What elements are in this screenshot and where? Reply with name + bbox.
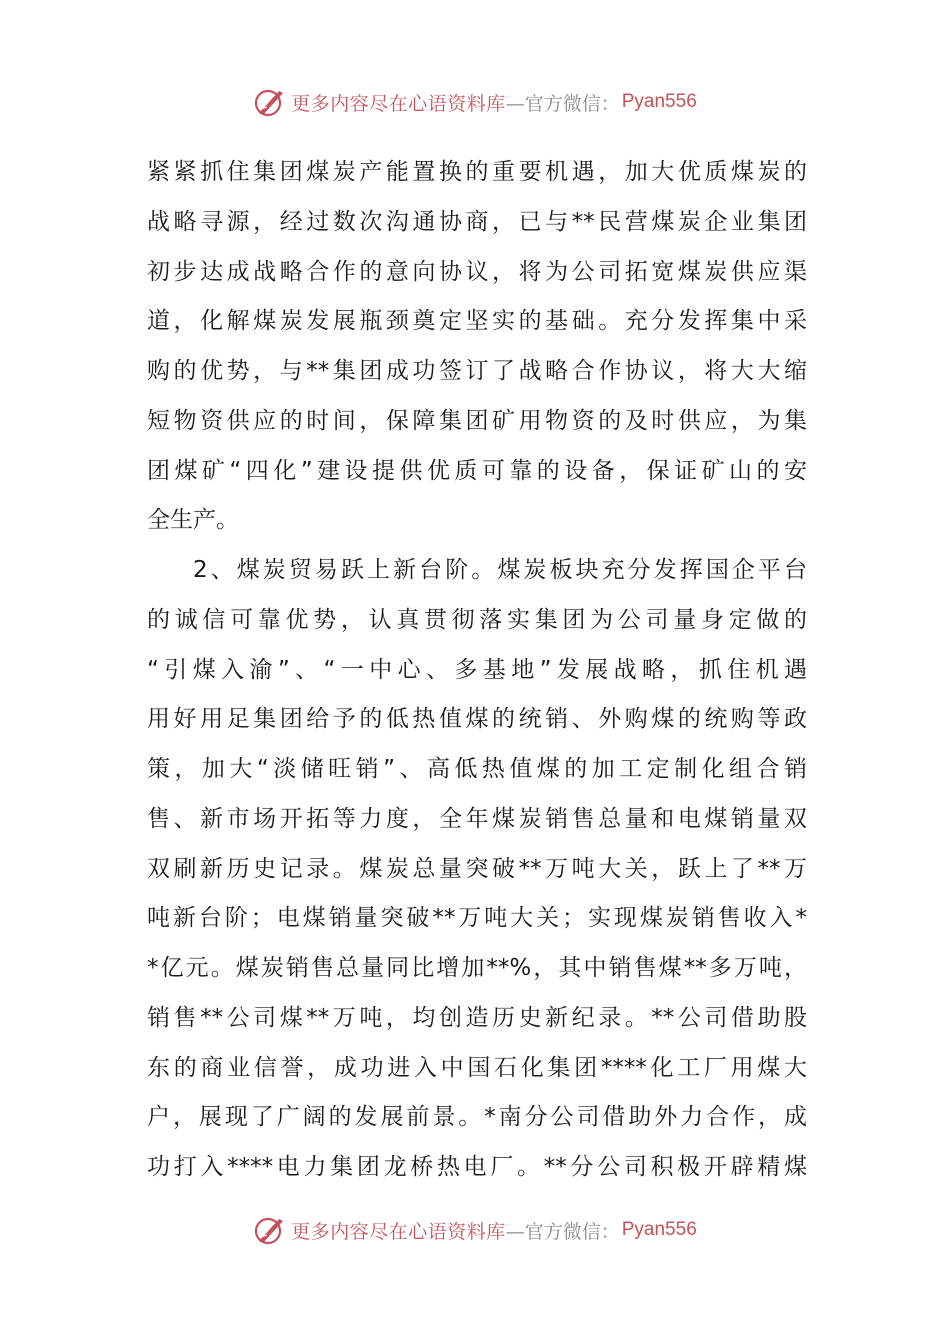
- text-line: 售、新市场开拓等力度，全年煤炭销售总量和电煤销量双: [147, 805, 807, 832]
- text-line: 销售**公司煤**万吨，均创造历史新纪录。**公司借助股: [147, 1004, 807, 1031]
- text-line: *亿元。煤炭销售总量同比增加**%，其中销售煤**多万吨，: [147, 955, 807, 981]
- header-watermark-banner: [0, 82, 950, 122]
- text-line: 短物资供应的时间，保障集团矿用物资的及时供应，为集: [147, 407, 807, 434]
- text-line: 双刷新历史记录。煤炭总量突破**万吨大关，跃上了**万: [147, 855, 807, 882]
- text-line: 策，加大“淡储旺销”、高低热值煤的加工定制化组合销: [147, 756, 807, 782]
- quill-logo-icon: [253, 85, 287, 119]
- banner-wechat-id: Pyan556: [621, 91, 697, 112]
- text-line: 的诚信可靠优势，认真贯彻落实集团为公司量身定做的: [147, 606, 807, 633]
- text-line: “引煤入渝”、“一中心、多基地”发展战略，抓住机遇: [147, 656, 807, 683]
- footer-watermark-banner: [0, 1210, 950, 1250]
- text-line: 初步达成战略合作的意向协议，将为公司拓宽煤炭供应渠: [147, 258, 807, 285]
- text-line: 吨新台阶；电煤销量突破**万吨大关；实现煤炭销售收入*: [147, 905, 807, 932]
- text-line: 全生产。: [147, 507, 239, 534]
- text-line: 团煤矿“四化”建设提供优质可靠的设备，保证矿山的安: [147, 457, 807, 484]
- banner-wechat-label: —官方微信：: [505, 1220, 620, 1243]
- paragraph-heading-line: 2、煤炭贸易跃上新台阶。煤炭板块充分发挥国企平台: [193, 557, 807, 583]
- text-line: 户，展现了广阔的发展前景。*南分公司借助外力合作，成: [147, 1104, 807, 1131]
- banner-site-text: 更多内容尽在心语资料库: [291, 1220, 506, 1243]
- text-line: 购的优势，与**集团成功签订了战略合作协议，将大大缩: [147, 358, 807, 384]
- banner-wechat-id: Pyan556: [621, 1219, 697, 1240]
- text-line: 东的商业信誉，成功进入中国石化集团****化工厂用煤大: [147, 1054, 807, 1081]
- text-line: 功打入****电力集团龙桥热电厂。**分公司积极开辟精煤: [147, 1154, 807, 1180]
- banner-wechat-label: —官方微信：: [505, 92, 620, 115]
- banner-site-text: 更多内容尽在心语资料库: [291, 92, 506, 115]
- text-line: 道，化解煤炭发展瓶颈奠定坚实的基础。充分发挥集中采: [147, 308, 807, 335]
- document-body: [147, 148, 807, 1193]
- quill-logo-icon: [253, 1213, 287, 1247]
- text-line: 战略寻源，经过数次沟通协商，已与**民营煤炭企业集团: [147, 208, 807, 235]
- text-line: 用好用足集团给予的低热值煤的统销、外购煤的统购等政: [147, 706, 807, 733]
- text-line: 紧紧抓住集团煤炭产能置换的重要机遇，加大优质煤炭的: [147, 159, 807, 185]
